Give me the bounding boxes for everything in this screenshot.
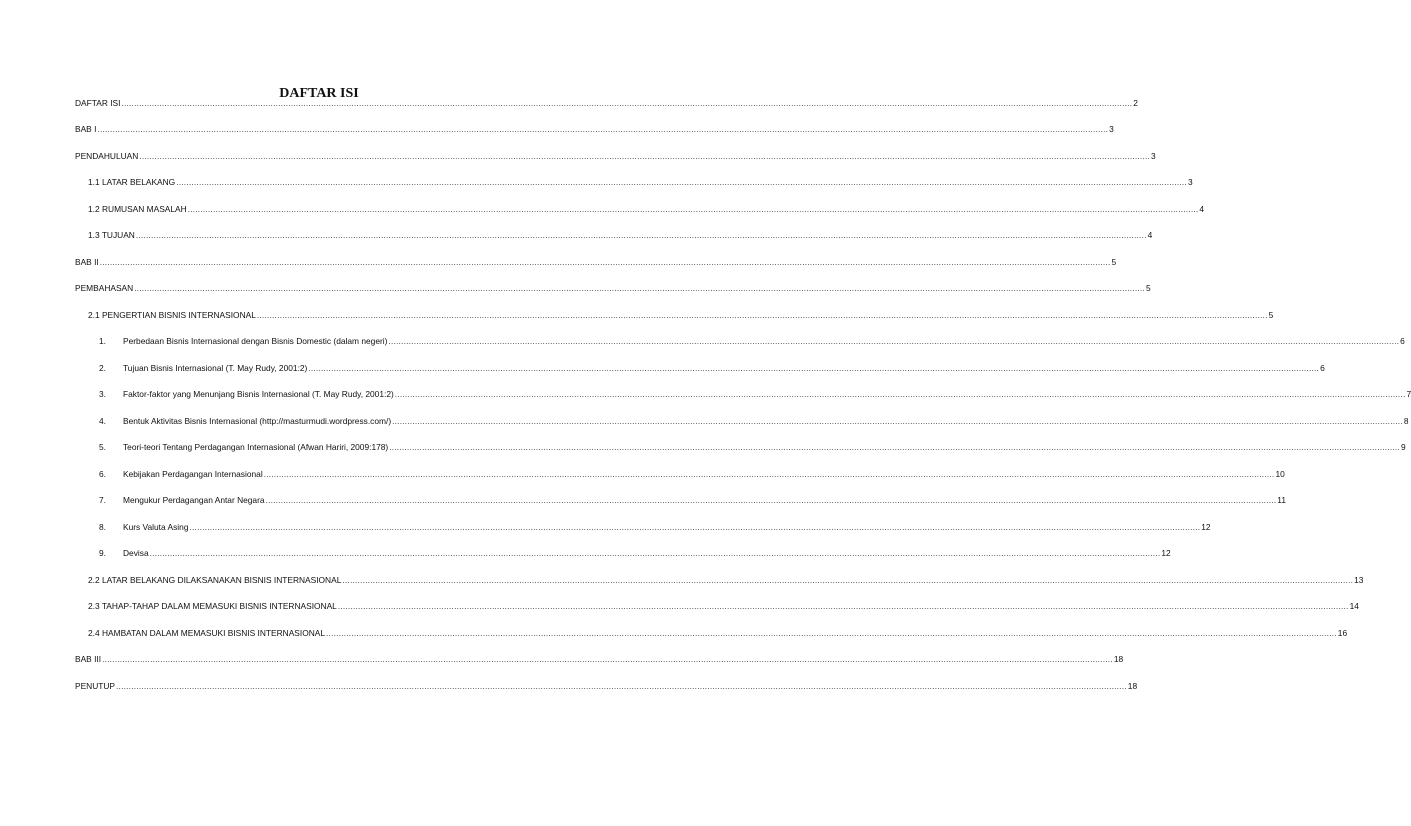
toc-entry[interactable] [75,654,1124,665]
toc-dot-leader: ................................................................................................................................................................................................................................................................................................................................................................................................................ [187,204,1199,214]
toc-entry[interactable] [99,416,1409,427]
toc-entry[interactable] [99,495,1286,506]
toc-entry[interactable] [88,310,1274,321]
toc-entry-label: Teori-teori Tentang Perdagangan Internasional (Afwan Hariri, 2009:178) [123,442,389,452]
toc-dot-leader: ................................................................................................................................................................................................................................................................................................................................................................................................................ [388,336,1400,346]
toc-entry[interactable] [75,283,1151,294]
toc-entry-page: 7 [1406,389,1411,399]
toc-entry[interactable] [99,336,1405,347]
toc-entry-label: 2.3 TAHAP-TAHAP DALAM MEMASUKI BISNIS INTERNASIONAL [88,601,337,611]
toc-entry[interactable] [99,442,1406,453]
toc-entry-label: Bentuk Aktivitas Bisnis Internasional (http://masturmudi.wordpress.com/) [123,416,392,426]
toc-entry-page: 13 [1354,575,1364,585]
toc-dot-leader: ................................................................................................................................................................................................................................................................................................................................................................................................................ [326,628,1337,638]
toc-entry-page: 6 [1400,336,1405,346]
toc-entry[interactable] [88,177,1193,188]
toc-dot-leader: ................................................................................................................................................................................................................................................................................................................................................................................................................ [121,98,1133,108]
toc-entry[interactable] [88,230,1153,241]
page-title: DAFTAR ISI [279,86,359,101]
toc-dot-leader: ................................................................................................................................................................................................................................................................................................................................................................................................................ [116,681,1127,691]
toc-entry[interactable] [88,628,1348,639]
toc-dot-leader: ................................................................................................................................................................................................................................................................................................................................................................................................................ [135,230,1147,240]
toc-entry-label: 2.4 HAMBATAN DALAM MEMASUKI BISNIS INTERNASIONAL [88,628,326,638]
toc-entry-number: 8. [99,522,106,532]
toc-entry-page: 12 [1161,548,1171,558]
toc-dot-leader: ................................................................................................................................................................................................................................................................................................................................................................................................................ [189,522,1201,532]
toc-entry[interactable] [99,363,1325,374]
toc-entry-label: Perbedaan Bisnis Internasional dengan Bisnis Domestic (dalam negeri) [123,336,388,346]
toc-entry[interactable] [99,389,1411,400]
toc-entry-page: 16 [1337,628,1348,638]
toc-entry-number: 4. [99,416,106,426]
toc-entry-page: 5 [1268,310,1274,320]
toc-entry-page: 4 [1147,230,1153,240]
toc-entry[interactable] [75,681,1138,692]
toc-dot-leader: ................................................................................................................................................................................................................................................................................................................................................................................................................ [99,257,1111,267]
toc-entry-page: 18 [1127,681,1138,691]
toc-entry-number: 5. [99,442,106,452]
toc-entry-label: 1.2 RUMUSAN MASALAH [88,204,187,214]
toc-entry-page: 4 [1199,204,1205,214]
toc-entry[interactable] [99,469,1285,480]
toc-entry-page: 6 [1320,363,1325,373]
toc-dot-leader: ................................................................................................................................................................................................................................................................................................................................................................................................................ [139,151,1151,161]
toc-entry-label: BAB I [75,124,97,134]
toc-entry-label: 2.2 LATAR BELAKANG DILAKSANAKAN BISNIS INTERNASIONAL [88,575,342,585]
toc-entry-page: 2 [1133,98,1138,108]
toc-entry-label: BAB III [75,654,102,664]
toc-entry-number: 3. [99,389,106,399]
toc-entry-page: 14 [1349,601,1359,611]
toc-entry-page: 9 [1400,442,1406,452]
toc-entry-number: 9. [99,548,106,558]
toc-entry-label: Mengukur Perdagangan Antar Negara [123,495,265,505]
toc-entry-page: 18 [1113,654,1124,664]
toc-entry-label: Tujuan Bisnis Internasional (T. May Rudy, 2001:2) [123,363,308,373]
toc-entry-label: 2.1 PENGERTIAN BISNIS INTERNASIONAL [88,310,256,320]
toc-entry-page: 10 [1275,469,1285,479]
toc-entry-label: PENUTUP [75,681,116,691]
toc-entry-label: Devisa [123,548,149,558]
toc-dot-leader: ................................................................................................................................................................................................................................................................................................................................................................................................................ [149,548,1161,558]
toc-entry-label: Kurs Valuta Asing [123,522,189,532]
toc-entry-page: 5 [1145,283,1151,293]
toc-entry-label: 1.1 LATAR BELAKANG [88,177,176,187]
toc-entry-label: 1.3 TUJUAN [88,230,135,240]
toc-dot-leader: ................................................................................................................................................................................................................................................................................................................................................................................................................ [263,469,1275,479]
toc-dot-leader: ................................................................................................................................................................................................................................................................................................................................................................................................................ [337,601,1349,611]
toc-entry-page: 12 [1201,522,1211,532]
toc-dot-leader: ................................................................................................................................................................................................................................................................................................................................................................................................................ [394,389,1406,399]
toc-entry-label: DAFTAR ISI [75,98,121,108]
toc-dot-leader: ................................................................................................................................................................................................................................................................................................................................................................................................................ [265,495,1277,505]
toc-entry[interactable] [75,151,1156,162]
toc-entry[interactable] [99,548,1171,559]
toc-entry[interactable] [88,575,1364,586]
toc-entry-number: 7. [99,495,106,505]
toc-entry-page: 8 [1403,416,1409,426]
toc-dot-leader: ................................................................................................................................................................................................................................................................................................................................................................................................................ [308,363,1320,373]
toc-entry[interactable] [88,601,1359,612]
toc-entry-number: 1. [99,336,106,346]
toc-entry-page: 3 [1151,151,1156,161]
toc-entry-page: 11 [1277,495,1286,505]
toc-entry[interactable] [99,522,1211,533]
toc-dot-leader: ................................................................................................................................................................................................................................................................................................................................................................................................................ [392,416,1403,426]
toc-dot-leader: ................................................................................................................................................................................................................................................................................................................................................................................................................ [342,575,1354,585]
toc-dot-leader: ................................................................................................................................................................................................................................................................................................................................................................................................................ [102,654,1113,664]
toc-entry-page: 3 [1109,124,1114,134]
toc-entry-page: 3 [1187,177,1193,187]
toc-entry-label: PENDAHULUAN [75,151,139,161]
toc-dot-leader: ................................................................................................................................................................................................................................................................................................................................................................................................................ [389,442,1400,452]
toc-entry[interactable] [88,204,1205,215]
toc-entry-label: Kebijakan Perdagangan Internasional [123,469,263,479]
toc-dot-leader: ................................................................................................................................................................................................................................................................................................................................................................................................................ [97,124,1109,134]
toc-entry-number: 6. [99,469,106,479]
toc-entry-label: Faktor-faktor yang Menunjang Bisnis Internasional (T. May Rudy, 2001:2) [123,389,394,399]
toc-entry[interactable] [75,257,1117,268]
toc-dot-leader: ................................................................................................................................................................................................................................................................................................................................................................................................................ [134,283,1145,293]
toc-entry-page: 5 [1111,257,1117,267]
toc-entry-label: PEMBAHASAN [75,283,134,293]
toc-entry[interactable] [75,124,1114,135]
toc-entry[interactable] [75,98,1138,109]
toc-dot-leader: ................................................................................................................................................................................................................................................................................................................................................................................................................ [176,177,1187,187]
toc-entry-number: 2. [99,363,106,373]
toc-entry-label: BAB II [75,257,99,267]
toc-dot-leader: ................................................................................................................................................................................................................................................................................................................................................................................................................ [256,310,1268,320]
